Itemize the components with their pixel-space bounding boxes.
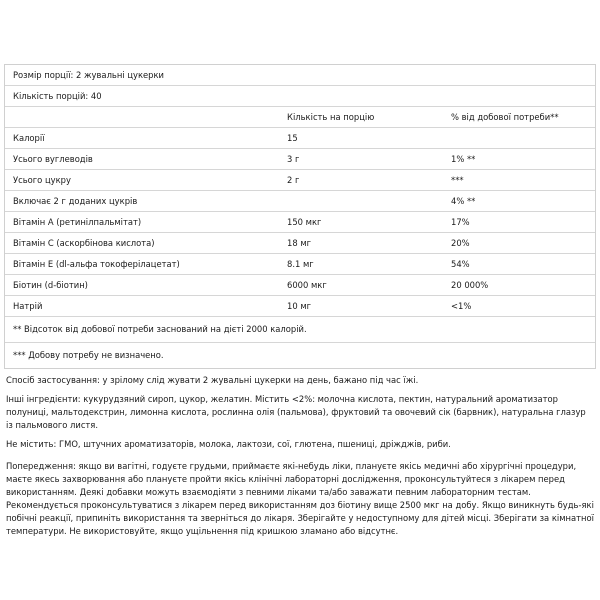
nutrient-name: Усього цукру	[13, 175, 71, 185]
footnote-row	[5, 317, 595, 343]
nutrient-amount: 3 г	[287, 154, 300, 164]
nutrient-amount: 18 мг	[287, 238, 312, 248]
usage-paragraph: Спосіб застосування: у зрілому слід жувати 2 жувальні цукерки на день, бажано під час їжі.	[6, 375, 419, 385]
footnote-not-established: *** Добову потребу не визначено.	[13, 350, 164, 360]
nutrient-dv: 4% **	[451, 196, 476, 206]
amount-header: Кількість на порцію	[287, 112, 375, 122]
nutrient-name: Усього вуглеводів	[13, 154, 93, 164]
ingredients-paragraph: Інші інгредієнти: кукурудзяний сироп, цукор, желатин. Містить <2%: молочна кислота, пектин, натуральний ароматизатор полуниці, мальтодекстрин, лимонна кислота, рослинна олія (пальмова), фруктовий та овочевий сік (барвник), натуральна глазур із пальмового листя.	[6, 394, 586, 430]
nutrient-name: Калорії	[13, 133, 45, 143]
nutrient-name: Вітамін А (ретинілпальмітат)	[13, 217, 142, 227]
nutrient-amount: 6000 мкг	[287, 280, 327, 290]
nutrient-amount: 2 г	[287, 175, 300, 185]
dv-header: % від добової потреби**	[451, 112, 559, 122]
table-row	[5, 275, 595, 296]
nutrient-dv: ***	[451, 175, 464, 185]
servings-per-container: Кількість порцій: 40	[13, 91, 102, 101]
serving-size-row	[5, 65, 595, 86]
nutrient-dv: 20 000%	[451, 280, 489, 290]
nutrient-dv: <1%	[451, 301, 472, 311]
nutrient-dv: 20%	[451, 238, 470, 248]
nutrient-dv: 17%	[451, 217, 470, 227]
table-row	[5, 191, 595, 212]
nutrient-name: Вітамін Е (dl-альфа токоферілацетат)	[13, 259, 180, 269]
table-row	[5, 212, 595, 233]
nutrient-name: Вітамін С (аскорбінова кислота)	[13, 238, 155, 248]
table-row	[5, 296, 595, 317]
table-row	[5, 128, 595, 149]
table-row	[5, 254, 595, 275]
footnote-dv: ** Відсоток від добової потреби заснований на дієті 2000 калорій.	[13, 324, 307, 334]
header-row	[5, 107, 595, 128]
nutrient-dv: 54%	[451, 259, 470, 269]
table-row	[5, 233, 595, 254]
nutrient-name: Біотин (d-біотин)	[13, 280, 88, 290]
nutrient-name: Натрій	[13, 301, 43, 311]
not-contains-paragraph: Не містить: ГМО, штучних ароматизаторів, молока, лактози, сої, глютена, пшениці, дріжджів, риби.	[6, 439, 451, 449]
warnings-paragraph: Попередження: якщо ви вагітні, годуєте грудьми, приймаєте які-небудь ліки, плануєте якісь медичні або хірургічні процедури, маєте якесь захворювання або плануєте пройти якісь клінічні лабораторні дослідження, проконсультуйтеся з лікарем перед використанням. Деякі добавки можуть взаємодіяти з певними ліками та/або заважати певним лабораторним тестам. Рекомендується проконсультуватися з лікарем перед використанням доз біотину вище 2500 мкг на добу. Якщо виникнуть будь-які побічні реакції, припиніть використання та зверніться до лікаря. Зберігайте у недоступному для дітей місці. Зберігати за кімнатної температури. Не використовуйте, якщо ущільнення під кришкою зламано або відсутнє.	[6, 461, 594, 536]
servings-row	[5, 86, 595, 107]
footnote-row	[5, 343, 595, 368]
nutrient-amount: 10 мг	[287, 301, 312, 311]
supplement-facts-table	[4, 64, 596, 369]
nutrient-name: Включає 2 г доданих цукрів	[13, 196, 138, 206]
nutrient-amount: 150 мкг	[287, 217, 322, 227]
table-row	[5, 170, 595, 191]
table-row	[5, 149, 595, 170]
serving-size: Розмір порції: 2 жувальні цукерки	[13, 70, 165, 80]
nutrient-amount: 8.1 мг	[287, 259, 314, 269]
nutrient-amount: 15	[287, 133, 298, 143]
nutrient-dv: 1% **	[451, 154, 476, 164]
